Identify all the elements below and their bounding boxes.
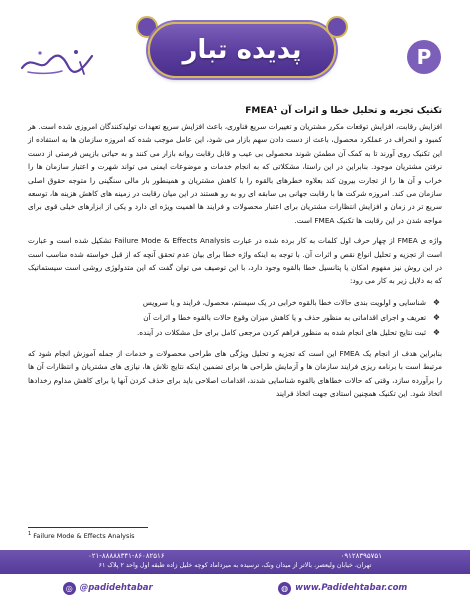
article-body [28,104,442,408]
footnote-text: Failure Mode & Effects Analysis [33,532,135,541]
footnote-marker: 1 [28,531,32,537]
brand-title: پدیده تبار [182,35,302,65]
article-title: تکنیک تجزیه و تحلیل خطا و اثرات آن FMEA¹ [245,106,442,116]
phone-landline: ۰۲۱-۸۸۸۸۸۳۴۱-۸۶۰۸۲۵۱۶ [88,552,165,560]
brand-banner [148,22,336,78]
footnote-divider [28,527,148,528]
paragraph-intro: افزایش رقابت، افزایش توقعات مکرر مشتریان و تغییرات سریع فناوری، باعث افزایش سریع تعهدات تولیدکنندگان امروزی شده است. هر کمبود و انحراف در عملکرد محصول، باعث از دست دادن سهم بازار می شود، این عامل موجب شده که امروزه سازمان ها به استفاده از این تکنیک روی آورند تا به کمک آن مطمئن شوند محصولی بی عیب و قابل رقابت روانه بازار می کنند و به حیاتی بازپس فرصتی از دست نرفتن مشتریان موجود. بنابراین در این راستا، مشکلاتی که به انجام خدمات و موضوعات ایمنی می تواند شهرت و اعتبار سازمان ها را خراب و آن ها را از تجارت بیرون کند بعلاوه خطرهای بالقوه را با کاهش مشتریان و همینطور بار مالی سنگینی را متوجه حقوق اصلی سازمان می کند. امروزه شرکت ها با رقابت جهانی بی سابقه ای رو به رو هستند در این میان رقابت در زمینه های کاهش هزینه ها، توسعه سریع تر در زمان و افزایش انتظارات مشتریان برای اعتبار محصولات و فرایند ها اهمیت ویژه ای دارد و یکی از ابزارهای خیلی قوی برای مواجه شدن در این رقابت ها تکنیک FMEA است. [28,122,442,225]
calligraphy-logo [18,44,96,78]
footer [0,547,470,606]
paragraph-closing: بنابراین هدف از انجام یک FMEA این است که تجزیه و تحلیل ویژگی های طراحی محصولات و خدمات از جمله آموزش انجام شود که مرتبط است با برنامه ریزی فرایند سازمان ها و آزمایش طراحی ها برای تضمین اینکه نتایج تلاش ها، نیازی های مشتریان و انتظارات آن ها را برآورده سازد، وقتی که حالات خطاهای بالقوه شناسایی شدند، اقدامات اصلاحی باید برای حذف کردن آنها یا برای کاهش مداوم رخدادها اتخاذ شود. این تکنیک همچنین استادی جهت اتخاذ فرایند [28,348,443,399]
social-link[interactable] [63,582,153,595]
paragraph-definition: واژه ی FMEA از چهار حرف اول کلمات به کار برده شده در عبارت Failure Mode & Effects Analysis تشکیل شده است و عبارت است از تجزیه و تحلیل انواع نقص و اثرات آن. با توجه به اینکه واژه خطا برای بیان عدم تحقق آنچه که از قبل خواسته شده مناسب است در این روش نیز مفهوم امکان یا پتانسیل خطا بالقوه وجود دارد، با این توصیف می توان گفت که این متدولوژی روشی است سیستماتیک که به دلایل زیر به کار می رود: [28,236,443,286]
list-item: ❖ ثبت نتایج تحلیل های انجام شده به منظور فراهم کردن مرجعی کامل برای حل مشکلات در آینده. [28,325,426,340]
instagram-icon: ◎ [63,582,76,595]
list-item: ❖ تعریف و اجرای اقداماتی به منظور حذف و یا کاهش میزان وقوع حالات بالقوه خطا و اثرات آن [28,310,426,325]
website-link[interactable] [278,582,407,595]
website-url: www.Padidehtabar.com [295,583,408,593]
footer-links [0,578,470,598]
brand-logo-icon [407,40,441,74]
phone-mobile: ۰۹۱۲۸۳۹۵۷۵۱ [340,552,382,560]
reasons-list [28,295,442,340]
footnote [28,531,228,540]
globe-icon: ◍ [278,582,291,595]
footer-phones [0,551,470,561]
header [0,0,470,95]
banner-ornament-right [326,16,348,38]
calligraphy-logo-icon [18,44,96,78]
footer-address: تهران، خیابان ولیعصر، بالاتر از میدان ونک، ترسیده به میرداماد کوچه خلیل زاده طبقه اول واحد ۲ پلاک ۶۱ [98,562,372,569]
brand-logo-letter: P [416,45,432,69]
social-handle: @padidehtabar [79,583,153,593]
list-item: ❖ شناسایی و اولویت بندی حالات خطا بالقوه خرابی در یک سیستم، محصول، فرایند و یا سرویس [28,295,426,310]
